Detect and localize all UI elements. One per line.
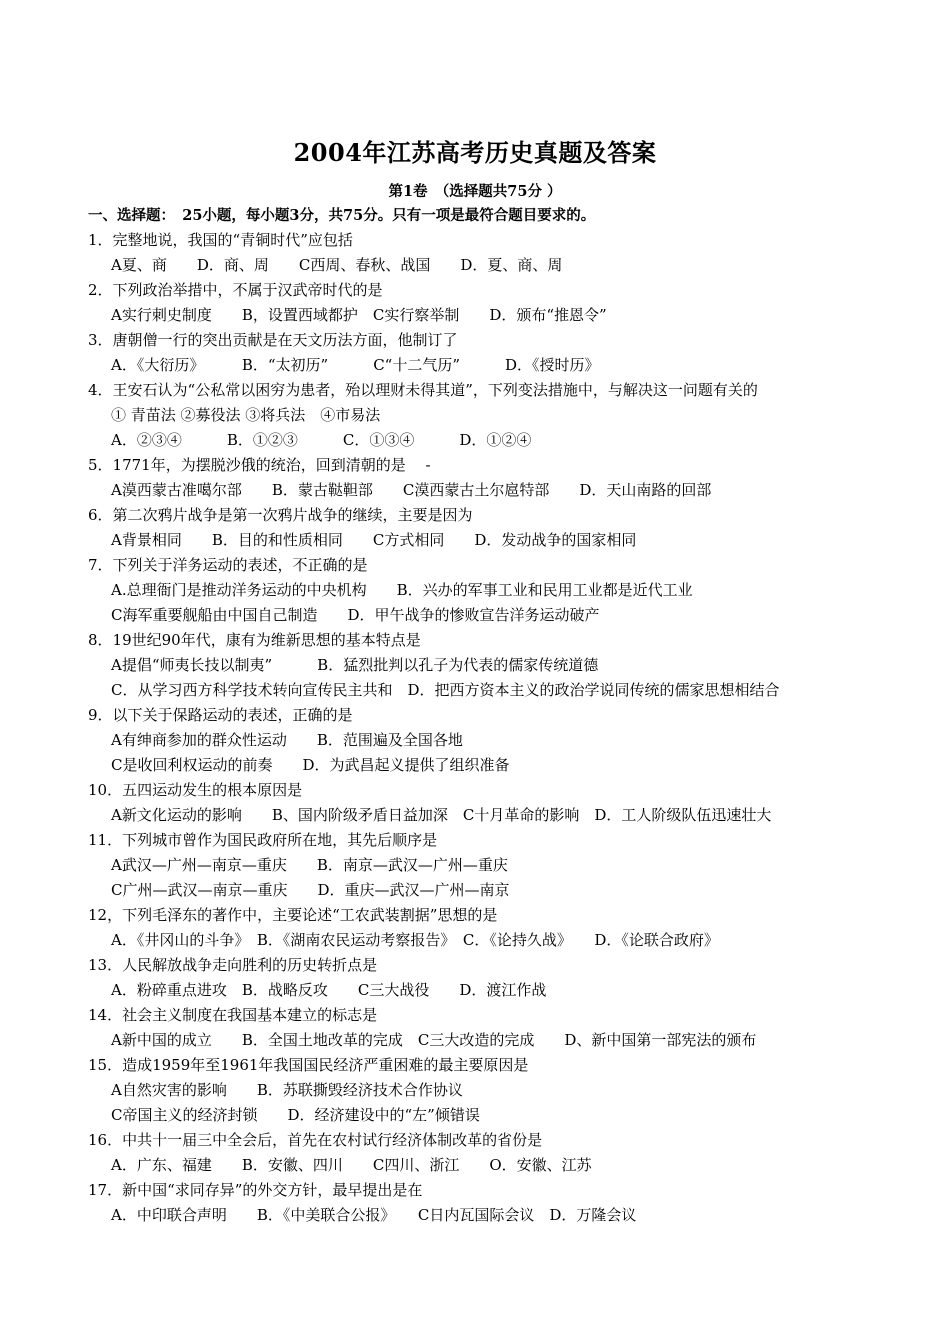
question-options: A．《井冈山的斗争》 B．《湖南农民运动考察报告》 C．《论持久战》 D．《论联合政府》	[111, 931, 719, 949]
question-stem: 7．下列关于洋务运动的表述，不正确的是	[88, 556, 368, 574]
question-stem: 4．王安石认为“公私常以困穷为患者，殆以理财未得其道”，下列变法措施中，与解决这一问题有关的	[88, 381, 758, 399]
question-stem: 8．19世纪90年代，康有为维新思想的基本特点是	[88, 631, 421, 649]
question-stem: 11．下列城市曾作为国民政府所在地，其先后顺序是	[88, 831, 438, 849]
question-options: C海军重要舰船由中国自己制造 D．甲午战争的惨败宣告洋务运动破产	[111, 606, 600, 624]
paper-subtitle: 第1卷 （选择题共75分 ）	[388, 183, 562, 200]
question-stem: 1．完整地说，我国的“青铜时代”应包括	[88, 231, 353, 249]
question-stem: 3．唐朝僧一行的突出贡献是在天文历法方面，他制订了	[88, 331, 458, 349]
question-options: A．《大衍历》 B．“太初历” C“十二气历” D．《授时历》	[111, 356, 600, 374]
question-options: A夏、商 D．商、周 C西周、春秋、战国 D．夏、商、周	[111, 256, 563, 274]
question-list	[88, 229, 928, 1229]
question-options: A漠西蒙古准噶尔部 B．蒙古鞑靼部 C漠西蒙古土尔扈特部 D．天山南路的回部	[111, 481, 712, 499]
question-stem: 6．第二次鸦片战争是第一次鸦片战争的继续，主要是因为	[88, 506, 473, 524]
document-title: 2004年江苏高考历史真题及答案	[293, 138, 657, 167]
question-options: ① 青苗法 ②募役法 ③将兵法 ④市易法	[111, 406, 381, 424]
question-options: A自然灾害的影响 B．苏联撕毁经济技术合作协议	[111, 1081, 463, 1099]
question-stem: 17．新中国“求同存异”的外交方针，最早提出是在	[88, 1181, 423, 1199]
question-options: A新文化运动的影响 B、国内阶级矛盾日益加深 C十月革命的影响 D．工人阶级队伍迅速壮大	[111, 806, 772, 824]
question-options: A背景相同 B．目的和性质相同 C方式相同 D．发动战争的国家相同	[111, 531, 637, 549]
question-stem: 2．下列政治举措中，不属于汉武帝时代的是	[88, 281, 383, 299]
question-options: C广州—武汉—南京—重庆 D．重庆—武汉—广州—南京	[111, 881, 510, 899]
question-stem: 14．社会主义制度在我国基本建立的标志是	[88, 1006, 378, 1024]
question-options: A武汉—广州—南京—重庆 B．南京—武汉—广州—重庆	[111, 856, 508, 874]
question-options: A．广东、福建 B．安徽、四川 C四川、浙江 O．安徽、江苏	[111, 1156, 592, 1174]
question-options: A.总理衙门是推动洋务运动的中央机构 B．兴办的军事工业和民用工业都是近代工业	[111, 581, 693, 599]
question-stem: 13．人民解放战争走向胜利的历史转折点是	[88, 956, 378, 974]
question-options: A提倡“师夷长技以制夷” B．猛烈批判以孔子为代表的儒家传统道德	[111, 656, 599, 674]
question-options: A实行刺史制度 B，设置西域都护 C实行察举制 D．颁布“推恩令”	[111, 306, 607, 324]
section-heading: 一、选择题： 25小题，每小题3分，共75分。只有一项是最符合题目要求的。	[88, 207, 596, 224]
question-stem: 9．以下关于保路运动的表述，正确的是	[88, 706, 353, 724]
question-options: C帝国主义的经济封锁 D．经济建设中的“左”倾错误	[111, 1106, 480, 1124]
question-options: C．从学习西方科学技术转向宣传民主共和 D．把西方资本主义的政治学说同传统的儒家思想相结合	[111, 681, 780, 699]
question-options: A．②③④ B．①②③ C．①③④ D．①②④	[111, 431, 532, 449]
question-stem: 12，下列毛泽东的著作中，主要论述“工农武装割据”思想的是	[88, 906, 498, 924]
question-options: A．中印联合声明 B．《中美联合公报》 C日内瓦国际会议 D．万隆会议	[111, 1206, 637, 1224]
question-options: A有绅商参加的群众性运动 B．范围遍及全国各地	[111, 731, 463, 749]
question-stem: 15．造成1959年至1961年我国国民经济严重困难的最主要原因是	[88, 1056, 529, 1074]
question-options: C是收回利权运动的前奏 D．为武昌起义提供了组织准备	[111, 756, 510, 774]
question-options: A新中国的成立 B．全国土地改革的完成 C三大改造的完成 D、新中国第一部宪法的颁布	[111, 1031, 757, 1049]
question-stem: 10．五四运动发生的根本原因是	[88, 781, 303, 799]
question-options: A．粉碎重点进攻 B．战略反攻 C三大战役 D．渡江作战	[111, 981, 547, 999]
question-stem: 16．中共十一届三中全会后，首先在农村试行经济体制改革的省份是	[88, 1131, 543, 1149]
question-stem: 5．1771年，为摆脱沙俄的统治，回到清朝的是 -	[88, 456, 431, 474]
